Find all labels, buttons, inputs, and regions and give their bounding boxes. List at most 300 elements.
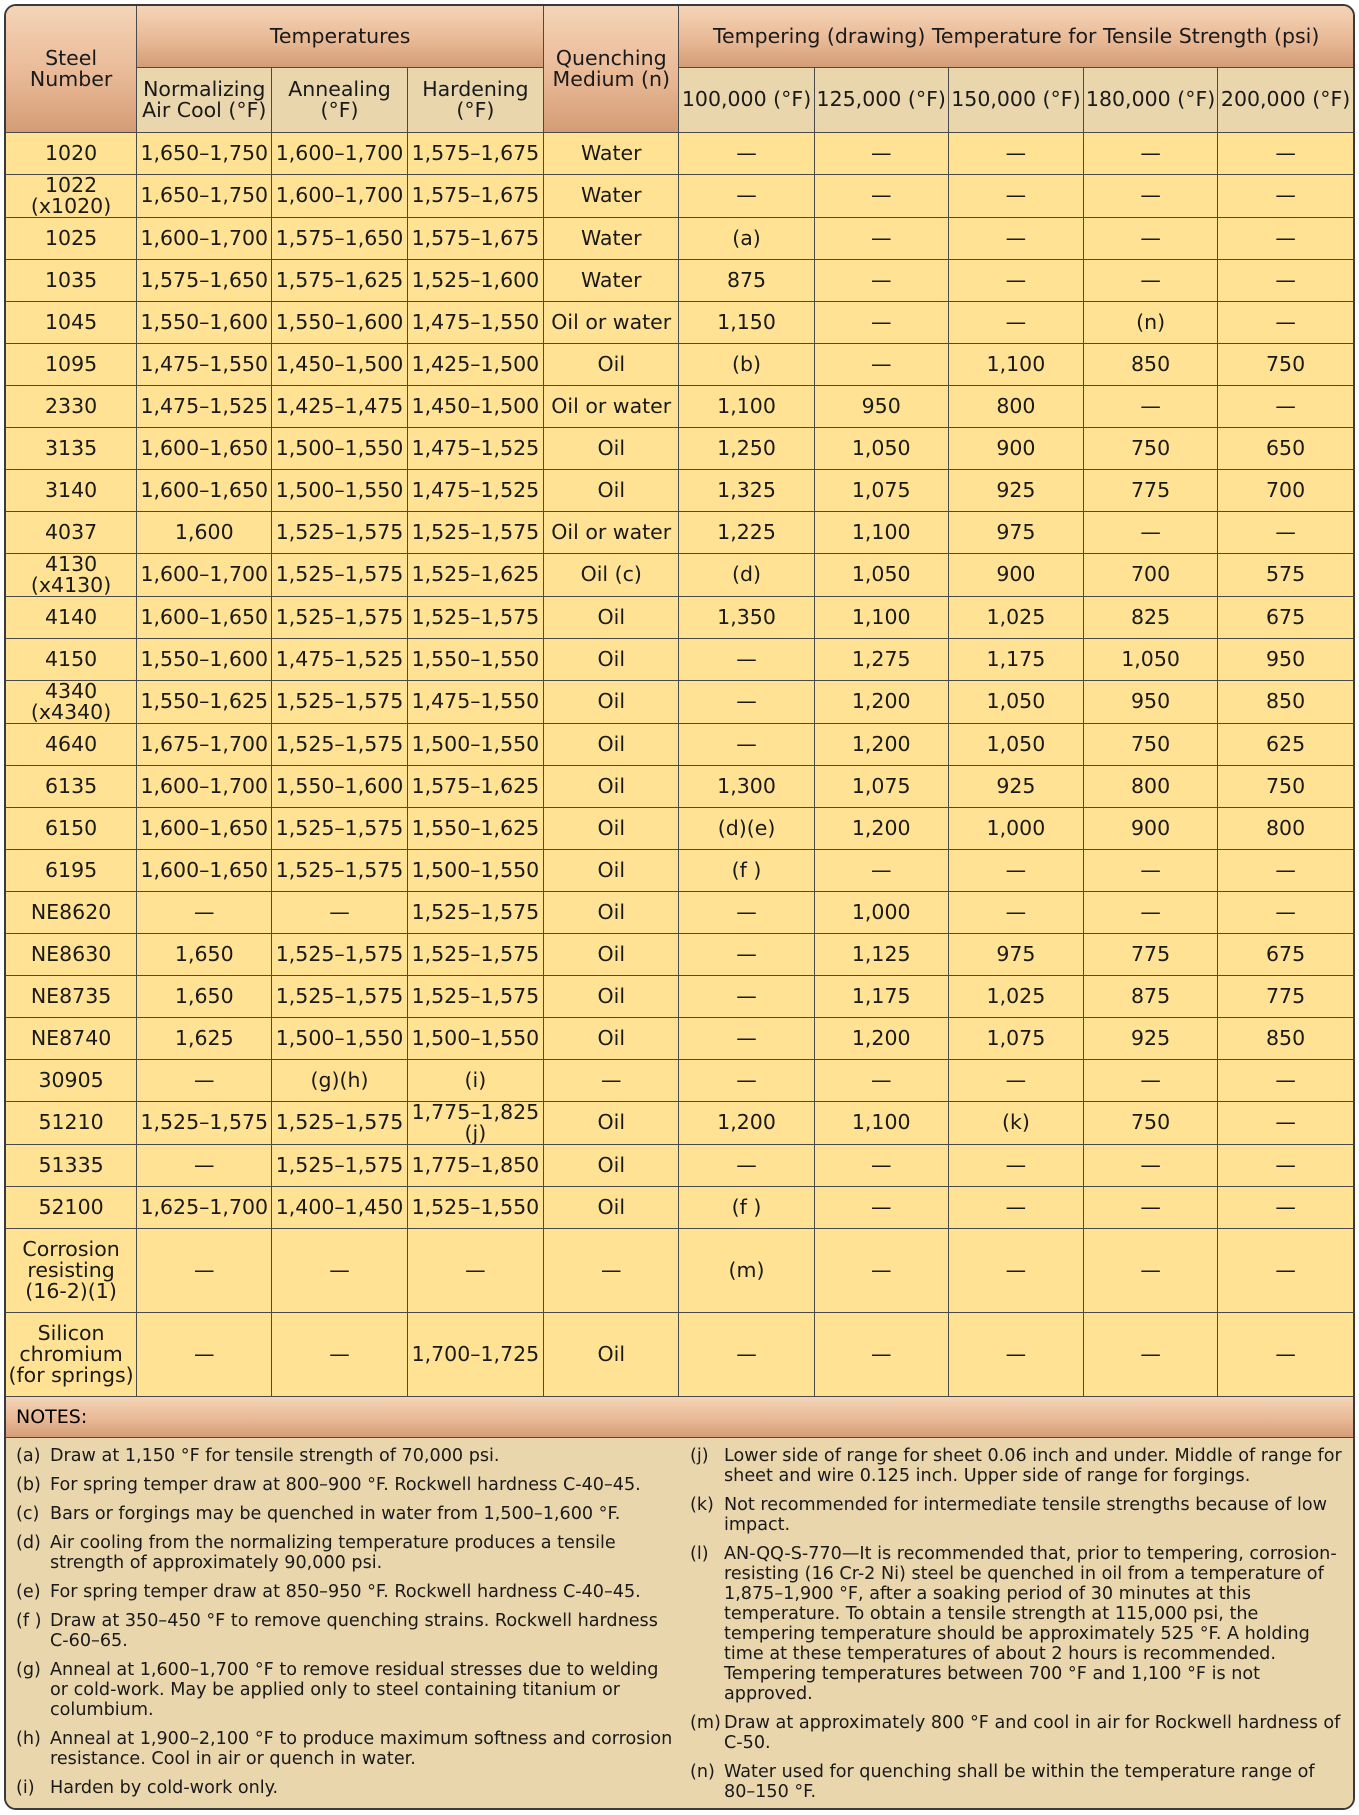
cell-quenching-medium: Oil (544, 427, 679, 469)
header-strength-125000: 125,000 (°F) (814, 67, 948, 132)
cell-annealing: — (272, 1228, 407, 1312)
cell-temper-150000: 1,175 (948, 638, 1083, 680)
cell-temper-125000: 1,200 (814, 1017, 948, 1059)
cell-steel-number: 6150 (6, 807, 137, 849)
table-row (6, 975, 1353, 1017)
steel-heat-treatment-table (6, 6, 1353, 1397)
cell-quenching-medium: Oil (544, 975, 679, 1017)
table-row (6, 1144, 1353, 1186)
cell-temper-150000: 1,075 (948, 1017, 1083, 1059)
cell-hardening: 1,525–1,600 (407, 259, 543, 301)
cell-annealing: 1,550–1,600 (272, 765, 407, 807)
cell-hardening: 1,475–1,525 (407, 427, 543, 469)
cell-temper-100000: — (679, 638, 814, 680)
note-text: Anneal at 1,900–2,100 °F to produce maximum softness and corrosion resistance. Cool in air or quench in water. (50, 1728, 673, 1769)
notes-left-column (6, 1446, 686, 1811)
cell-temper-100000: (f ) (679, 849, 814, 891)
cell-steel-number: 30905 (6, 1059, 137, 1101)
cell-quenching-medium: Oil (544, 1101, 679, 1144)
cell-quenching-medium: Water (544, 259, 679, 301)
cell-quenching-medium: Oil (c) (544, 553, 679, 596)
cell-temper-200000: 800 (1218, 807, 1353, 849)
note-item (690, 1544, 1353, 1704)
table-row (6, 638, 1353, 680)
note-text: Draw at 1,150 °F for tensile strength of 70,000 psi. (50, 1445, 500, 1466)
cell-steel-number: 1095 (6, 343, 137, 385)
cell-temper-125000: 1,075 (814, 469, 948, 511)
cell-temper-180000: — (1084, 1228, 1218, 1312)
cell-temper-125000: 1,050 (814, 427, 948, 469)
table-row (6, 1101, 1353, 1144)
cell-steel-number: 1025 (6, 217, 137, 259)
cell-hardening: 1,525–1,575 (407, 596, 543, 638)
cell-temper-100000: — (679, 132, 814, 174)
cell-temper-150000: 900 (948, 553, 1083, 596)
header-tempering-temperature: Tempering (drawing) Temperature for Tensile Strength (psi) (679, 6, 1353, 67)
cell-hardening: 1,500–1,550 (407, 723, 543, 765)
cell-hardening: 1,575–1,675 (407, 174, 543, 217)
cell-temper-125000: — (814, 1059, 948, 1101)
cell-hardening: 1,550–1,625 (407, 807, 543, 849)
cell-temper-200000: 775 (1218, 975, 1353, 1017)
header-normalizing: Normalizing Air Cool (°F) (137, 67, 272, 132)
cell-steel-number: Corrosion resisting (16-2)(1) (6, 1228, 137, 1312)
note-label: (m) (690, 1712, 721, 1733)
cell-normalizing: 1,625 (137, 1017, 272, 1059)
cell-temper-100000: — (679, 1017, 814, 1059)
table-row (6, 553, 1353, 596)
cell-annealing: 1,600–1,700 (272, 174, 407, 217)
cell-temper-100000: 1,350 (679, 596, 814, 638)
note-item (16, 1582, 686, 1602)
cell-temper-100000: (f ) (679, 1186, 814, 1228)
note-item (16, 1611, 686, 1651)
cell-normalizing: — (137, 891, 272, 933)
cell-quenching-medium: Oil (544, 849, 679, 891)
cell-normalizing: 1,650 (137, 975, 272, 1017)
header-strength-180000: 180,000 (°F) (1084, 67, 1218, 132)
cell-hardening: 1,475–1,550 (407, 301, 543, 343)
cell-temper-180000: — (1084, 1144, 1218, 1186)
note-label: (n) (690, 1761, 715, 1782)
cell-temper-100000: (m) (679, 1228, 814, 1312)
cell-temper-180000: — (1084, 891, 1218, 933)
cell-quenching-medium: Oil or water (544, 385, 679, 427)
cell-hardening: 1,575–1,675 (407, 217, 543, 259)
cell-temper-150000: 900 (948, 427, 1083, 469)
cell-temper-100000: — (679, 891, 814, 933)
cell-temper-200000: — (1218, 891, 1353, 933)
table-row (6, 217, 1353, 259)
note-item (690, 1446, 1353, 1486)
cell-temper-150000: 800 (948, 385, 1083, 427)
cell-steel-number: 51335 (6, 1144, 137, 1186)
note-label: (e) (16, 1581, 41, 1602)
table-row (6, 1059, 1353, 1101)
cell-temper-180000: 750 (1084, 1101, 1218, 1144)
cell-quenching-medium: — (544, 1059, 679, 1101)
cell-temper-150000: — (948, 1228, 1083, 1312)
note-label: (i) (16, 1777, 35, 1798)
cell-temper-125000: — (814, 1144, 948, 1186)
cell-hardening: (i) (407, 1059, 543, 1101)
cell-temper-180000: — (1084, 385, 1218, 427)
cell-normalizing: — (137, 1059, 272, 1101)
cell-temper-200000: — (1218, 217, 1353, 259)
note-text: For spring temper draw at 850–950 °F. Rockwell hardness C-40–45. (50, 1581, 641, 1602)
cell-steel-number: 3140 (6, 469, 137, 511)
cell-steel-number: 6195 (6, 849, 137, 891)
cell-temper-125000: 1,075 (814, 765, 948, 807)
cell-temper-125000: — (814, 132, 948, 174)
table-row (6, 891, 1353, 933)
cell-temper-200000: — (1218, 1312, 1353, 1396)
header-quenching-medium: Quenching Medium (n) (544, 6, 679, 132)
cell-temper-200000: — (1218, 132, 1353, 174)
cell-annealing: 1,575–1,650 (272, 217, 407, 259)
table-row (6, 933, 1353, 975)
cell-quenching-medium: Oil (544, 638, 679, 680)
cell-hardening: 1,475–1,550 (407, 680, 543, 723)
note-label: (b) (16, 1474, 41, 1495)
cell-temper-100000: (d) (679, 553, 814, 596)
cell-temper-200000: 750 (1218, 343, 1353, 385)
cell-annealing: — (272, 1312, 407, 1396)
cell-steel-number: NE8620 (6, 891, 137, 933)
cell-temper-180000: — (1084, 1186, 1218, 1228)
header-strength-200000: 200,000 (°F) (1218, 67, 1353, 132)
cell-steel-number: 4150 (6, 638, 137, 680)
cell-temper-200000: — (1218, 385, 1353, 427)
cell-quenching-medium: Oil (544, 1312, 679, 1396)
cell-quenching-medium: Water (544, 174, 679, 217)
cell-normalizing: 1,600–1,650 (137, 807, 272, 849)
cell-temper-180000: 1,050 (1084, 638, 1218, 680)
note-label: (g) (16, 1659, 41, 1680)
cell-temper-200000: — (1218, 511, 1353, 553)
note-text: Water used for quenching shall be within the temperature range of 80–150 °F. (724, 1761, 1315, 1802)
cell-normalizing: 1,600–1,650 (137, 849, 272, 891)
cell-temper-200000: — (1218, 174, 1353, 217)
table-row (6, 1017, 1353, 1059)
cell-normalizing: 1,475–1,525 (137, 385, 272, 427)
cell-annealing: 1,475–1,525 (272, 638, 407, 680)
cell-temper-150000: — (948, 1144, 1083, 1186)
cell-annealing: 1,525–1,575 (272, 511, 407, 553)
cell-temper-150000: 1,000 (948, 807, 1083, 849)
cell-quenching-medium: Oil (544, 765, 679, 807)
cell-temper-180000: 850 (1084, 343, 1218, 385)
cell-temper-100000: (a) (679, 217, 814, 259)
note-text: For spring temper draw at 800–900 °F. Rockwell hardness C-40–45. (50, 1474, 641, 1495)
cell-temper-180000: — (1084, 1312, 1218, 1396)
cell-temper-180000: 800 (1084, 765, 1218, 807)
cell-temper-125000: 1,100 (814, 596, 948, 638)
cell-hardening: 1,575–1,625 (407, 765, 543, 807)
cell-annealing: 1,525–1,575 (272, 807, 407, 849)
table-row (6, 765, 1353, 807)
note-item (690, 1495, 1353, 1535)
cell-temper-125000: — (814, 849, 948, 891)
note-label: (a) (16, 1445, 41, 1466)
cell-annealing: 1,525–1,575 (272, 680, 407, 723)
cell-temper-125000: — (814, 1312, 948, 1396)
cell-normalizing: 1,600–1,700 (137, 765, 272, 807)
cell-steel-number: 1045 (6, 301, 137, 343)
cell-temper-180000: 875 (1084, 975, 1218, 1017)
note-label: (d) (16, 1532, 41, 1553)
header-annealing: Annealing (°F) (272, 67, 407, 132)
cell-annealing: 1,400–1,450 (272, 1186, 407, 1228)
cell-temper-125000: 1,200 (814, 807, 948, 849)
cell-normalizing: 1,550–1,600 (137, 638, 272, 680)
cell-temper-150000: 1,025 (948, 975, 1083, 1017)
cell-quenching-medium: Oil (544, 596, 679, 638)
note-item (16, 1660, 686, 1720)
cell-quenching-medium: — (544, 1228, 679, 1312)
cell-temper-200000: 625 (1218, 723, 1353, 765)
cell-annealing: 1,550–1,600 (272, 301, 407, 343)
cell-temper-200000: — (1218, 259, 1353, 301)
cell-temper-125000: 1,100 (814, 1101, 948, 1144)
table-row (6, 807, 1353, 849)
note-text: Harden by cold-work only. (50, 1777, 279, 1798)
cell-normalizing: 1,475–1,550 (137, 343, 272, 385)
cell-normalizing: 1,600–1,650 (137, 469, 272, 511)
cell-annealing: 1,500–1,550 (272, 1017, 407, 1059)
cell-annealing: 1,500–1,550 (272, 427, 407, 469)
table-row (6, 427, 1353, 469)
note-item (16, 1533, 686, 1573)
cell-normalizing: 1,650–1,750 (137, 174, 272, 217)
cell-quenching-medium: Oil (544, 680, 679, 723)
cell-hardening: 1,525–1,575 (407, 975, 543, 1017)
cell-temper-200000: — (1218, 1186, 1353, 1228)
cell-normalizing: — (137, 1312, 272, 1396)
notes-title: NOTES: (6, 1397, 1353, 1438)
note-item (690, 1713, 1353, 1753)
cell-quenching-medium: Oil (544, 1144, 679, 1186)
header-hardening: Hardening (°F) (407, 67, 543, 132)
table-row (6, 132, 1353, 174)
cell-temper-150000: — (948, 132, 1083, 174)
note-label: (f ) (16, 1610, 42, 1631)
cell-quenching-medium: Water (544, 132, 679, 174)
note-label: (j) (690, 1445, 709, 1466)
cell-temper-125000: — (814, 1186, 948, 1228)
cell-steel-number: NE8630 (6, 933, 137, 975)
cell-annealing: 1,525–1,575 (272, 596, 407, 638)
cell-temper-125000: 1,000 (814, 891, 948, 933)
cell-temper-100000: 1,300 (679, 765, 814, 807)
cell-temper-125000: 950 (814, 385, 948, 427)
cell-normalizing: 1,600 (137, 511, 272, 553)
note-text: Air cooling from the normalizing temperature produces a tensile strength of approximately 90,000 psi. (50, 1532, 616, 1573)
cell-hardening: 1,525–1,575 (407, 511, 543, 553)
note-text: AN-QQ-S-770—It is recommended that, prior to tempering, corrosion-resisting (16 Cr-2 Ni) steel be quenched in oil from a temperature of 1,875–1,900 °F, after a soaking period of 30 minutes at this temperature. To obtain a tensile strength at 115,000 psi, the tempering temperature should be approximately 525 °F. A holding time at these temperatures of about 2 hours is recommended. Tempering temperatures between 700 °F and 1,100 °F is not approved. (724, 1543, 1337, 1704)
cell-steel-number: 1020 (6, 132, 137, 174)
notes-section (6, 1438, 1353, 1811)
header-strength-100000: 100,000 (°F) (679, 67, 814, 132)
cell-quenching-medium: Oil (544, 469, 679, 511)
cell-temper-100000: — (679, 174, 814, 217)
cell-quenching-medium: Oil (544, 1186, 679, 1228)
cell-temper-100000: 1,100 (679, 385, 814, 427)
cell-normalizing: 1,650–1,750 (137, 132, 272, 174)
cell-temper-200000: 850 (1218, 680, 1353, 723)
cell-quenching-medium: Oil (544, 933, 679, 975)
cell-temper-200000: 675 (1218, 933, 1353, 975)
cell-temper-180000: (n) (1084, 301, 1218, 343)
cell-steel-number: 1035 (6, 259, 137, 301)
cell-temper-125000: 1,100 (814, 511, 948, 553)
cell-normalizing: 1,600–1,700 (137, 553, 272, 596)
cell-temper-100000: — (679, 680, 814, 723)
cell-annealing: 1,600–1,700 (272, 132, 407, 174)
cell-temper-180000: 775 (1084, 933, 1218, 975)
cell-normalizing: — (137, 1144, 272, 1186)
cell-temper-100000: — (679, 933, 814, 975)
cell-normalizing: — (137, 1228, 272, 1312)
cell-temper-180000: 950 (1084, 680, 1218, 723)
cell-annealing: 1,575–1,625 (272, 259, 407, 301)
cell-steel-number: 4037 (6, 511, 137, 553)
cell-annealing: 1,500–1,550 (272, 469, 407, 511)
cell-annealing: 1,525–1,575 (272, 553, 407, 596)
cell-temper-150000: 1,100 (948, 343, 1083, 385)
cell-annealing: 1,450–1,500 (272, 343, 407, 385)
cell-temper-200000: 575 (1218, 553, 1353, 596)
cell-temper-100000: — (679, 1059, 814, 1101)
cell-annealing: 1,525–1,575 (272, 975, 407, 1017)
cell-temper-150000: — (948, 891, 1083, 933)
table-row (6, 1228, 1353, 1312)
cell-steel-number: 2330 (6, 385, 137, 427)
cell-quenching-medium: Oil (544, 891, 679, 933)
cell-quenching-medium: Water (544, 217, 679, 259)
cell-temper-180000: — (1084, 849, 1218, 891)
cell-temper-100000: 1,325 (679, 469, 814, 511)
cell-temper-180000: — (1084, 132, 1218, 174)
cell-temper-125000: 1,125 (814, 933, 948, 975)
note-item (16, 1778, 686, 1798)
cell-temper-100000: 1,150 (679, 301, 814, 343)
cell-temper-150000: 925 (948, 765, 1083, 807)
cell-temper-125000: — (814, 301, 948, 343)
cell-temper-125000: — (814, 1228, 948, 1312)
note-item (690, 1762, 1353, 1802)
cell-quenching-medium: Oil (544, 1017, 679, 1059)
header-temperatures: Temperatures (137, 6, 544, 67)
note-label: (h) (16, 1728, 41, 1749)
cell-hardening: 1,475–1,525 (407, 469, 543, 511)
cell-temper-180000: 750 (1084, 723, 1218, 765)
cell-temper-200000: 650 (1218, 427, 1353, 469)
cell-temper-180000: 700 (1084, 553, 1218, 596)
cell-temper-100000: 1,225 (679, 511, 814, 553)
note-item (16, 1729, 686, 1769)
note-item (16, 1504, 686, 1524)
cell-quenching-medium: Oil or water (544, 301, 679, 343)
cell-temper-200000: 750 (1218, 765, 1353, 807)
cell-hardening: 1,525–1,575 (407, 933, 543, 975)
note-label: (k) (690, 1494, 714, 1515)
cell-temper-180000: 775 (1084, 469, 1218, 511)
cell-annealing: (g)(h) (272, 1059, 407, 1101)
cell-temper-100000: — (679, 975, 814, 1017)
table-row (6, 723, 1353, 765)
cell-steel-number: 4640 (6, 723, 137, 765)
table-row (6, 596, 1353, 638)
cell-steel-number: 1022 (x1020) (6, 174, 137, 217)
heat-treatment-table-panel (4, 4, 1355, 1810)
cell-temper-150000: 975 (948, 933, 1083, 975)
cell-hardening: 1,425–1,500 (407, 343, 543, 385)
cell-temper-200000: 950 (1218, 638, 1353, 680)
cell-steel-number: NE8740 (6, 1017, 137, 1059)
cell-temper-150000: 975 (948, 511, 1083, 553)
note-item (16, 1475, 686, 1495)
cell-temper-150000: 1,050 (948, 723, 1083, 765)
cell-steel-number: Silicon chromium (for springs) (6, 1312, 137, 1396)
cell-normalizing: 1,550–1,625 (137, 680, 272, 723)
cell-temper-200000: — (1218, 1059, 1353, 1101)
cell-normalizing: 1,575–1,650 (137, 259, 272, 301)
cell-temper-200000: — (1218, 1101, 1353, 1144)
cell-hardening: 1,500–1,550 (407, 1017, 543, 1059)
table-row (6, 301, 1353, 343)
cell-temper-150000: 925 (948, 469, 1083, 511)
cell-temper-200000: — (1218, 301, 1353, 343)
note-item (16, 1446, 686, 1466)
cell-quenching-medium: Oil (544, 723, 679, 765)
note-text: Draw at 350–450 °F to remove quenching strains. Rockwell hardness C-60–65. (50, 1610, 658, 1651)
cell-temper-150000: — (948, 1312, 1083, 1396)
cell-steel-number: 6135 (6, 765, 137, 807)
cell-hardening: 1,525–1,575 (407, 891, 543, 933)
cell-temper-100000: 1,200 (679, 1101, 814, 1144)
cell-temper-180000: — (1084, 511, 1218, 553)
cell-temper-125000: 1,200 (814, 723, 948, 765)
cell-normalizing: 1,600–1,650 (137, 427, 272, 469)
cell-temper-200000: — (1218, 1144, 1353, 1186)
note-text: Draw at approximately 800 °F and cool in air for Rockwell hardness of C-50. (724, 1712, 1341, 1753)
table-body (6, 132, 1353, 1396)
cell-temper-125000: 1,175 (814, 975, 948, 1017)
table-row (6, 174, 1353, 217)
cell-steel-number: 4340 (x4340) (6, 680, 137, 723)
cell-temper-150000: — (948, 217, 1083, 259)
cell-temper-180000: 750 (1084, 427, 1218, 469)
cell-annealing: 1,525–1,575 (272, 1101, 407, 1144)
cell-normalizing: 1,600–1,700 (137, 217, 272, 259)
cell-temper-125000: — (814, 174, 948, 217)
cell-temper-200000: 850 (1218, 1017, 1353, 1059)
cell-hardening: 1,525–1,550 (407, 1186, 543, 1228)
cell-steel-number: 52100 (6, 1186, 137, 1228)
table-row (6, 511, 1353, 553)
cell-normalizing: 1,550–1,600 (137, 301, 272, 343)
note-label: (l) (690, 1543, 709, 1564)
table-row (6, 469, 1353, 511)
cell-annealing: 1,425–1,475 (272, 385, 407, 427)
cell-normalizing: 1,675–1,700 (137, 723, 272, 765)
table-row (6, 680, 1353, 723)
cell-temper-150000: (k) (948, 1101, 1083, 1144)
cell-temper-150000: — (948, 259, 1083, 301)
cell-hardening: 1,775–1,825 (j) (407, 1101, 543, 1144)
cell-quenching-medium: Oil (544, 343, 679, 385)
